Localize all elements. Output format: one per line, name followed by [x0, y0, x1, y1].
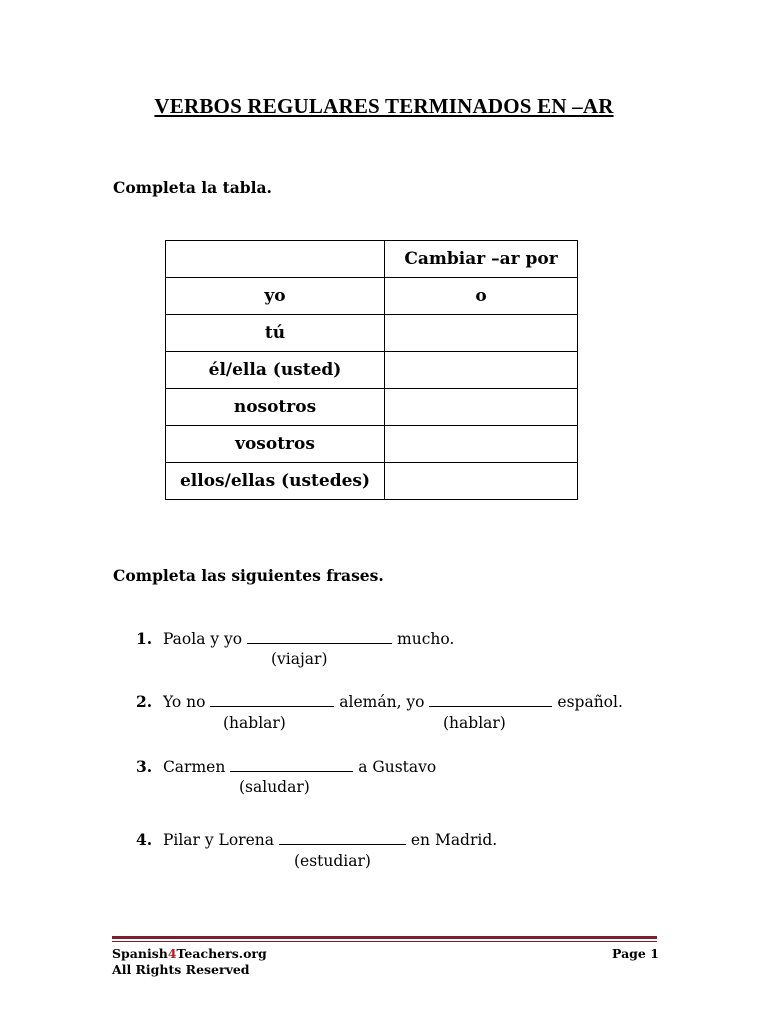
table-row — [166, 389, 578, 426]
table-row — [166, 278, 578, 315]
table-row — [166, 463, 578, 500]
sentence-1 — [136, 629, 454, 648]
instruction-sentences: Completa las siguientes frases. — [113, 566, 384, 585]
table-header-cell: Cambiar –ar por — [385, 241, 578, 278]
site-name-part: Teachers.org — [176, 946, 267, 961]
sentence-number: 1. — [136, 629, 153, 648]
pronoun-cell: tú — [166, 315, 385, 352]
answer-blank[interactable] — [210, 692, 334, 707]
footer-rule — [112, 941, 657, 942]
footer-rule — [112, 936, 657, 939]
sentence-text: en Madrid. — [410, 831, 498, 849]
sentence-3 — [136, 757, 436, 776]
pronoun-cell: nosotros — [166, 389, 385, 426]
pronoun-cell: yo — [166, 278, 385, 315]
page-title: VERBOS REGULARES TERMINADOS EN –AR — [154, 94, 614, 118]
instruction-table: Completa la tabla. — [113, 178, 272, 197]
answer-blank[interactable] — [247, 629, 392, 644]
sentence-text: alemán, yo — [339, 693, 425, 711]
sentence-text: Yo no — [162, 693, 206, 711]
ending-cell[interactable] — [385, 389, 578, 426]
table-header-cell — [166, 241, 385, 278]
answer-blank[interactable] — [230, 757, 353, 772]
verb-hint: (estudiar) — [294, 852, 371, 870]
site-name — [112, 946, 267, 962]
rights-text: All Rights Reserved — [112, 962, 250, 977]
table-row — [166, 352, 578, 389]
verb-hint: (saludar) — [239, 778, 310, 796]
sentence-number: 4. — [136, 830, 153, 849]
ending-cell[interactable] — [385, 315, 578, 352]
page-number: Page 1 — [612, 946, 659, 961]
sentence-text: Paola y yo — [162, 630, 243, 648]
verb-hint: (viajar) — [271, 650, 328, 668]
conjugation-table — [165, 240, 578, 500]
sentence-number: 2. — [136, 692, 153, 711]
site-name-part: 4 — [167, 946, 177, 961]
table-row — [166, 315, 578, 352]
answer-blank[interactable] — [279, 830, 406, 845]
sentence-number: 3. — [136, 757, 153, 776]
sentence-text: Carmen — [162, 758, 226, 776]
sentence-text: a Gustavo — [358, 758, 437, 776]
pronoun-cell: él/ella (usted) — [166, 352, 385, 389]
verb-hint: (hablar) — [223, 714, 286, 732]
footer-credits — [112, 946, 267, 978]
sentence-2 — [136, 692, 623, 711]
sentence-text: Pilar y Lorena — [162, 831, 274, 849]
table-header-row — [166, 241, 578, 278]
verb-hint: (hablar) — [443, 714, 506, 732]
sentence-4 — [136, 830, 497, 849]
pronoun-cell: vosotros — [166, 426, 385, 463]
sentence-text: español. — [557, 693, 623, 711]
table-row — [166, 426, 578, 463]
ending-cell[interactable] — [385, 426, 578, 463]
ending-cell[interactable] — [385, 463, 578, 500]
sentence-text: mucho. — [397, 630, 455, 648]
pronoun-cell: ellos/ellas (ustedes) — [166, 463, 385, 500]
ending-cell[interactable] — [385, 352, 578, 389]
answer-blank[interactable] — [429, 692, 552, 707]
site-name-part: Spanish — [112, 946, 168, 961]
ending-cell[interactable]: o — [385, 278, 578, 315]
